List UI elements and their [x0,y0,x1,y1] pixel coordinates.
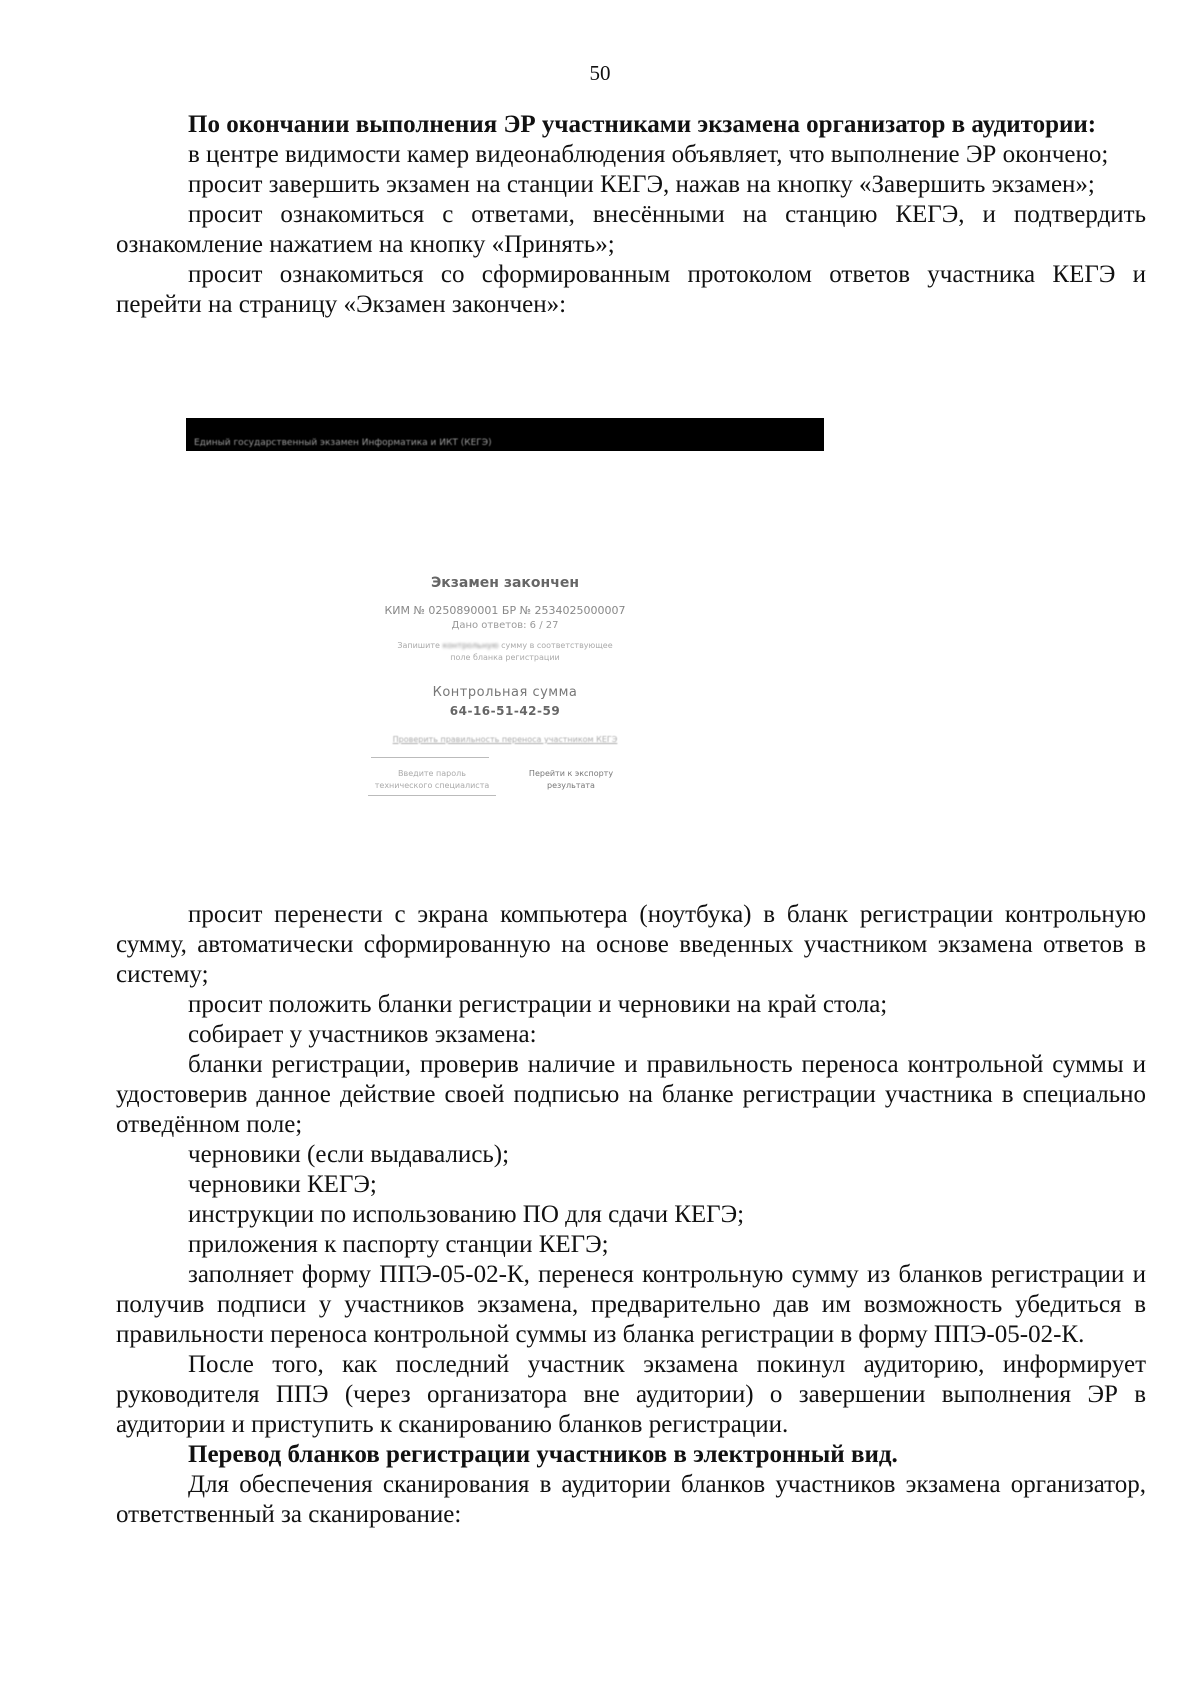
bottom-section [116,900,1146,1530]
paragraph: просит положить бланки регистрации и черновики на край стола; [188,991,888,1018]
section-heading: Перевод бланков регистрации участников в электронный вид. [188,1441,898,1468]
checksum-instruction [376,640,634,664]
paragraph: заполняет форму ППЭ-05-02-К, перенеся контрольную сумму из бланков регистрации и получив подписи у участников экзамена, предварительно дав им возможность убедиться в правильности переноса контрольной суммы из бланка регистрации в форму ППЭ-05-02-К. [116,1261,1146,1348]
instruction-blurred-text: контрольную [442,641,499,650]
top-section [116,110,1146,320]
paragraph: в центре видимости камер видеонаблюдения объявляет, что выполнение ЭР окончено; [188,141,1109,168]
password-input[interactable]: Введите пароль технического специалиста [368,768,496,796]
kim-br-numbers: КИМ № 0250890001 БР № 2534025000007 [384,604,626,617]
screenshot-topbar [186,418,824,451]
topbar-text: Единый государственный экзамен Информатика и ИКТ (КЕГЭ) [194,438,492,448]
page-number: 50 [589,61,611,85]
paragraph: Для обеспечения сканирования в аудитории бланков участников экзамена организатор, ответственный за сканирование: [116,1471,1146,1528]
paragraph: просит перенести с экрана компьютера (ноутбука) в бланк регистрации контрольную сумму, автоматически сформированную на основе введенных участником экзамена ответов в систему; [116,901,1146,988]
paragraph: собирает у участников экзамена: [188,1021,537,1048]
paragraph: черновики КЕГЭ; [188,1171,377,1198]
paragraph: просит ознакомиться с ответами, внесёнными на станцию КЕГЭ, и подтвердить ознакомление нажатием на кнопку «Принять»; [116,201,1146,258]
divider [371,757,489,758]
checksum-value: 64-16-51-42-59 [449,704,561,718]
paragraph: просит завершить экзамен на станции КЕГЭ, нажав на кнопку «Завершить экзамен»; [188,171,1095,198]
exam-finished-title: Экзамен закончен [431,575,579,591]
section-heading: По окончании выполнения ЭР участниками экзамена организатор в аудитории: [188,111,1097,138]
paragraph: приложения к паспорту станции КЕГЭ; [188,1231,609,1258]
answers-count: Дано ответов: 6 / 27 [451,620,559,631]
paragraph: черновики (если выдавались); [188,1141,510,1168]
paragraph: бланки регистрации, проверив наличие и правильность переноса контрольной суммы и удостоверив данное действие своей подписью на бланке регистрации участника в специально отведённом поле; [116,1051,1146,1138]
paragraph: инструкции по использованию ПО для сдачи КЕГЭ; [188,1201,745,1228]
paragraph: После того, как последний участник экзамена покинул аудиторию, информирует руководителя ППЭ (через организатора вне аудитории) о завершении выполнения ЭР в аудитории и приступить к сканированию бланков регистрации. [116,1351,1146,1438]
checksum-label: Контрольная сумма [432,685,578,700]
instruction-text: сумму в соответствующее [501,641,613,650]
instruction-text: поле бланка регистрации [450,653,560,662]
check-transfer-link[interactable]: Проверить правильность переноса участником КЕГЭ [392,735,618,744]
export-results-button[interactable]: Перейти к экспорту результата [528,769,614,790]
exam-finished-screenshot [186,418,824,822]
instruction-text: Запишите [397,641,440,650]
paragraph: просит ознакомиться со сформированным протоколом ответов участника КЕГЭ и перейти на страницу «Экзамен закончен»: [116,261,1146,318]
